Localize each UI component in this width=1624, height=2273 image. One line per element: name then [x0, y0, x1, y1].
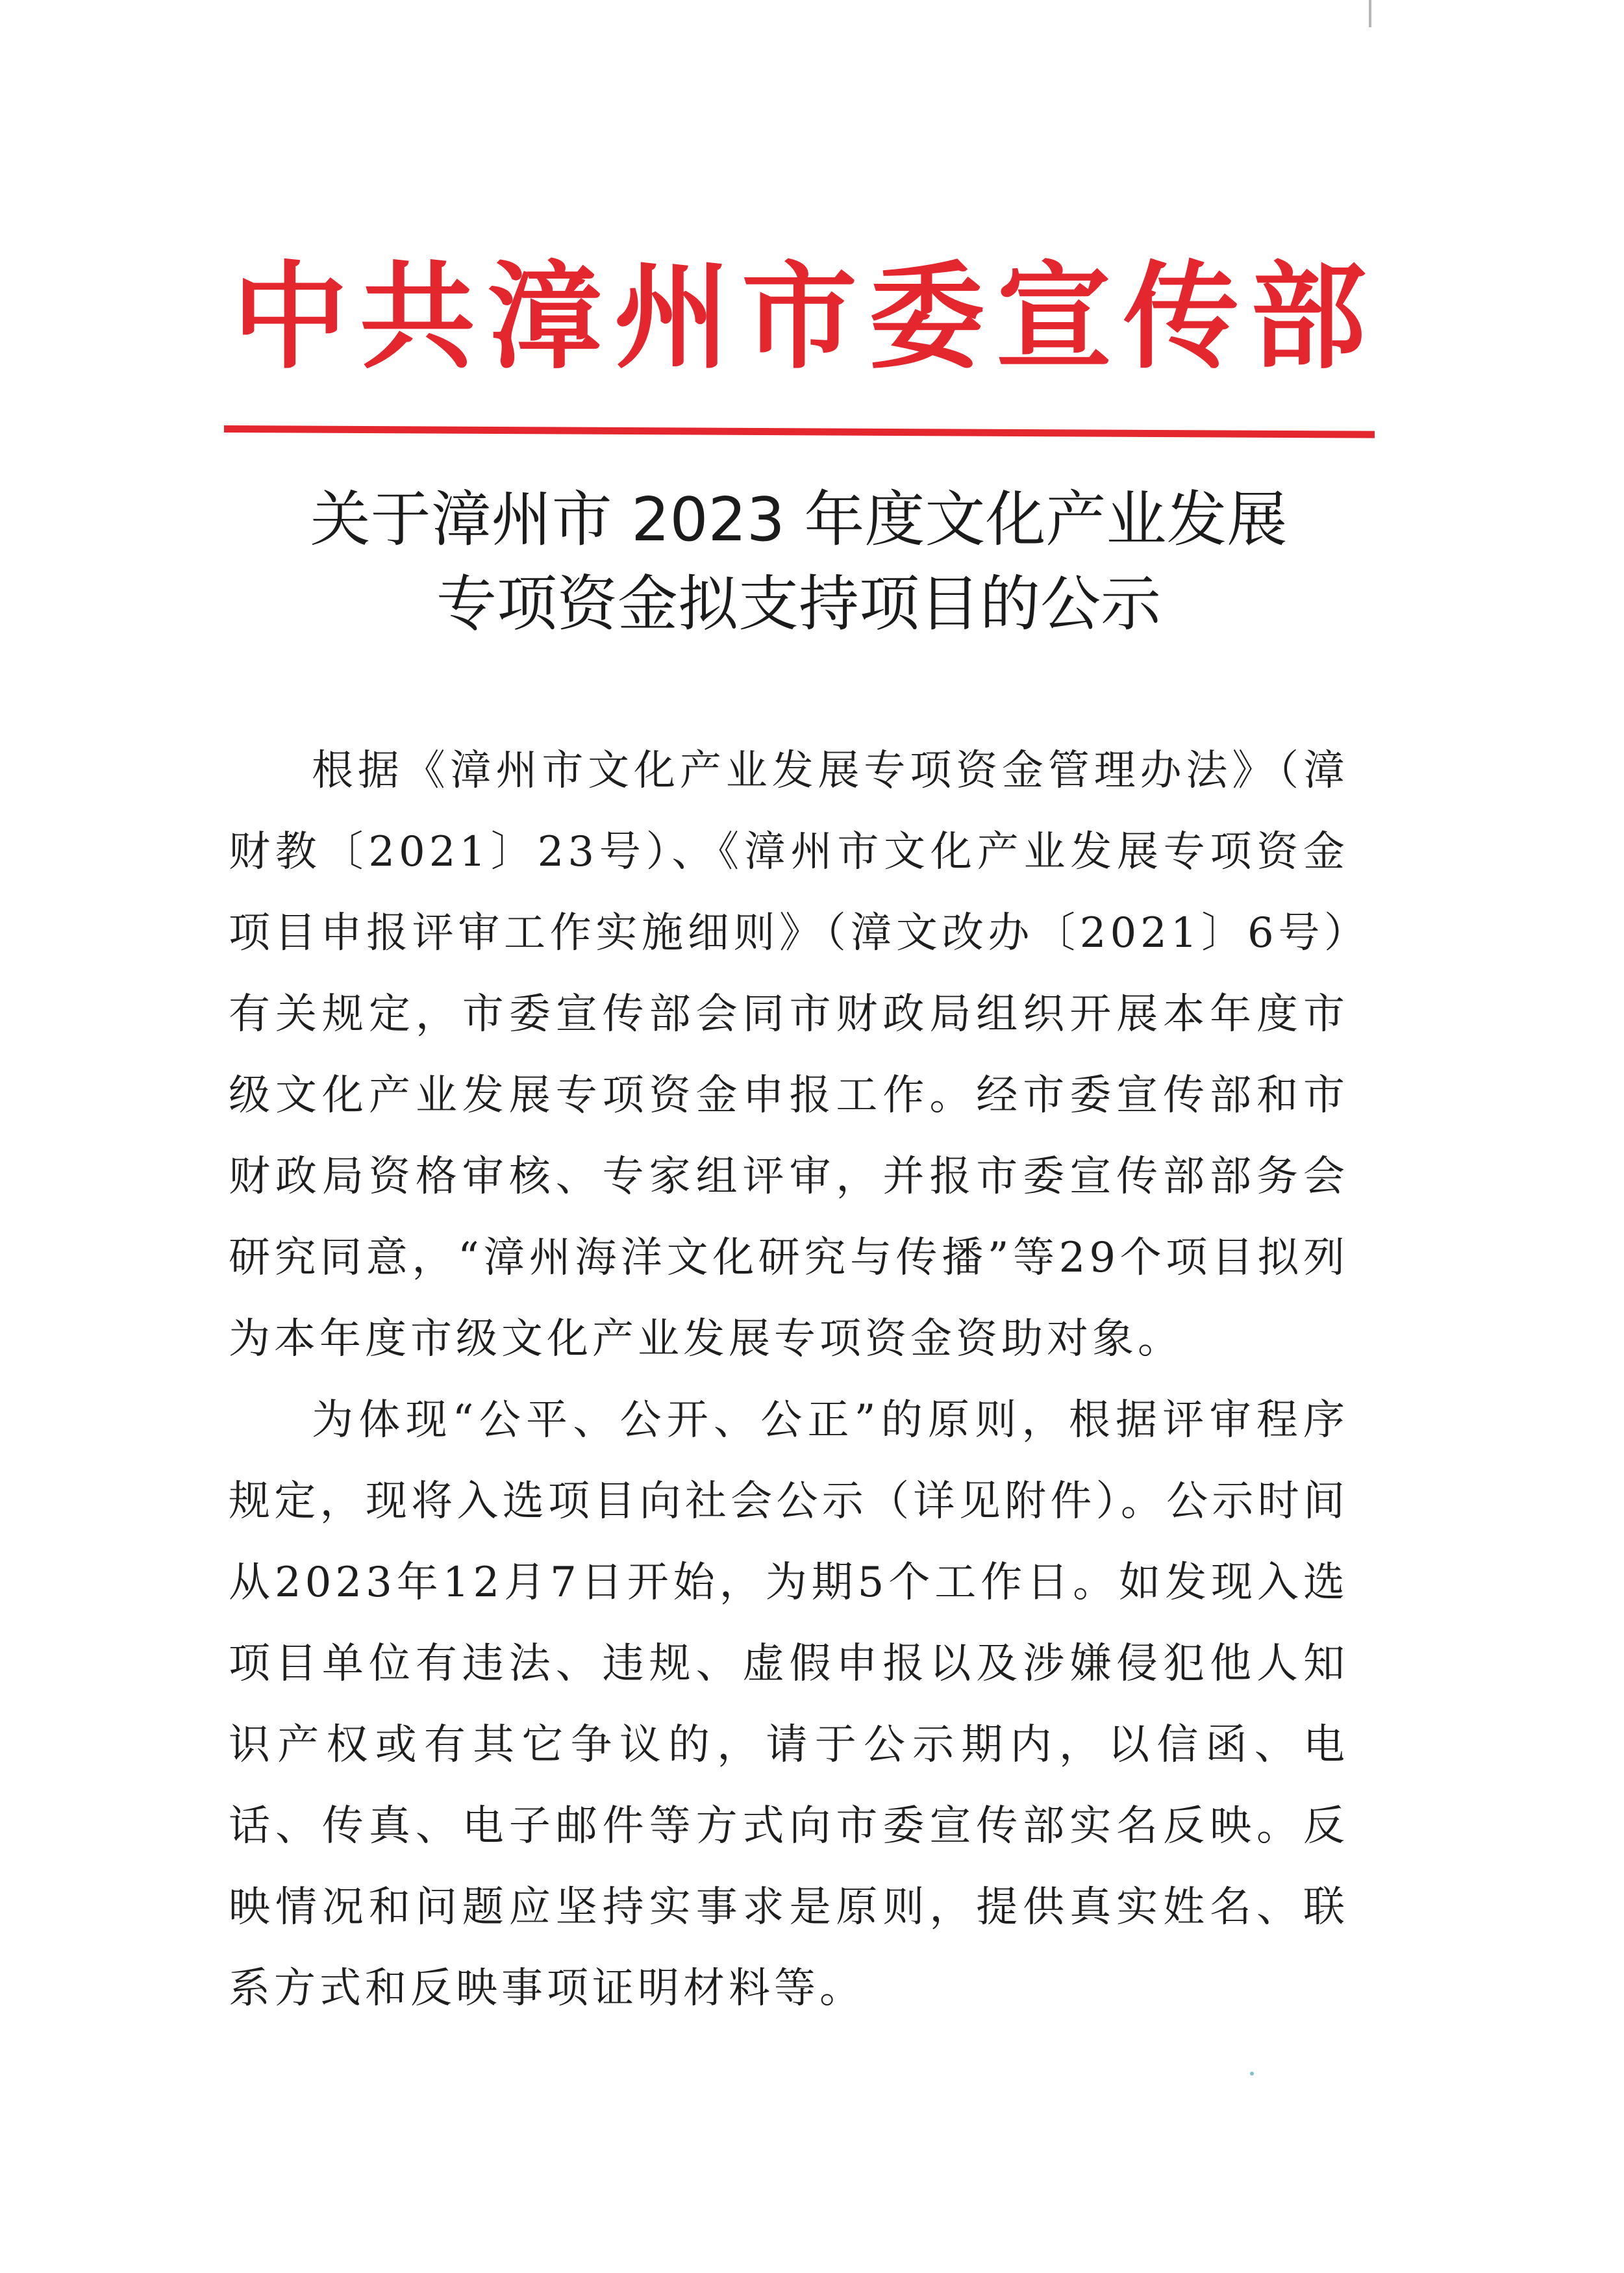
- masthead-red-rule: [224, 425, 1375, 438]
- document-title: [234, 477, 1364, 646]
- masthead-organization: 中共漳州市委宣传部: [232, 249, 1378, 384]
- title-line-2: 专项资金拟支持项目的公示: [436, 569, 1161, 639]
- scan-speck: [1250, 2072, 1254, 2076]
- scan-edge-mark: [1369, 0, 1371, 27]
- document-body: [229, 731, 1349, 2029]
- title-line-1: 关于漳州市 2023 年度文化产业发展: [310, 484, 1288, 555]
- body-paragraph-2: 为体现“公平、公开、公正”的原则，根据评审程序规定，现将入选项目向社会公示（详见附件）。公示时间从2023年12月7日开始，为期5个工作日。如发现入选项目单位有违法、违规、虚假申报以及涉嫌侵犯他人知识产权或有其它争议的，请于公示期内，以信函、电话、传真、电子邮件等方式向市委宣传部实名反映。反映情况和问题应坚持实事求是原则，提供真实姓名、联系方式和反映事项证明材料等。: [229, 1396, 1349, 2013]
- body-paragraph-1: 根据《漳州市文化产业发展专项资金管理办法》（漳财教〔2021〕23号）、《漳州市文化产业发展专项资金项目申报评审工作实施细则》（漳文改办〔2021〕6号）有关规定，市委宣传部会同市财政局组织开展本年度市级文化产业发展专项资金申报工作。经市委宣传部和市财政局资格审核、专家组评审，并报市委宣传部部务会研究同意，“漳州海洋文化研究与传播”等29个项目拟列为本年度市级文化产业发展专项资金资助对象。: [229, 747, 1349, 1363]
